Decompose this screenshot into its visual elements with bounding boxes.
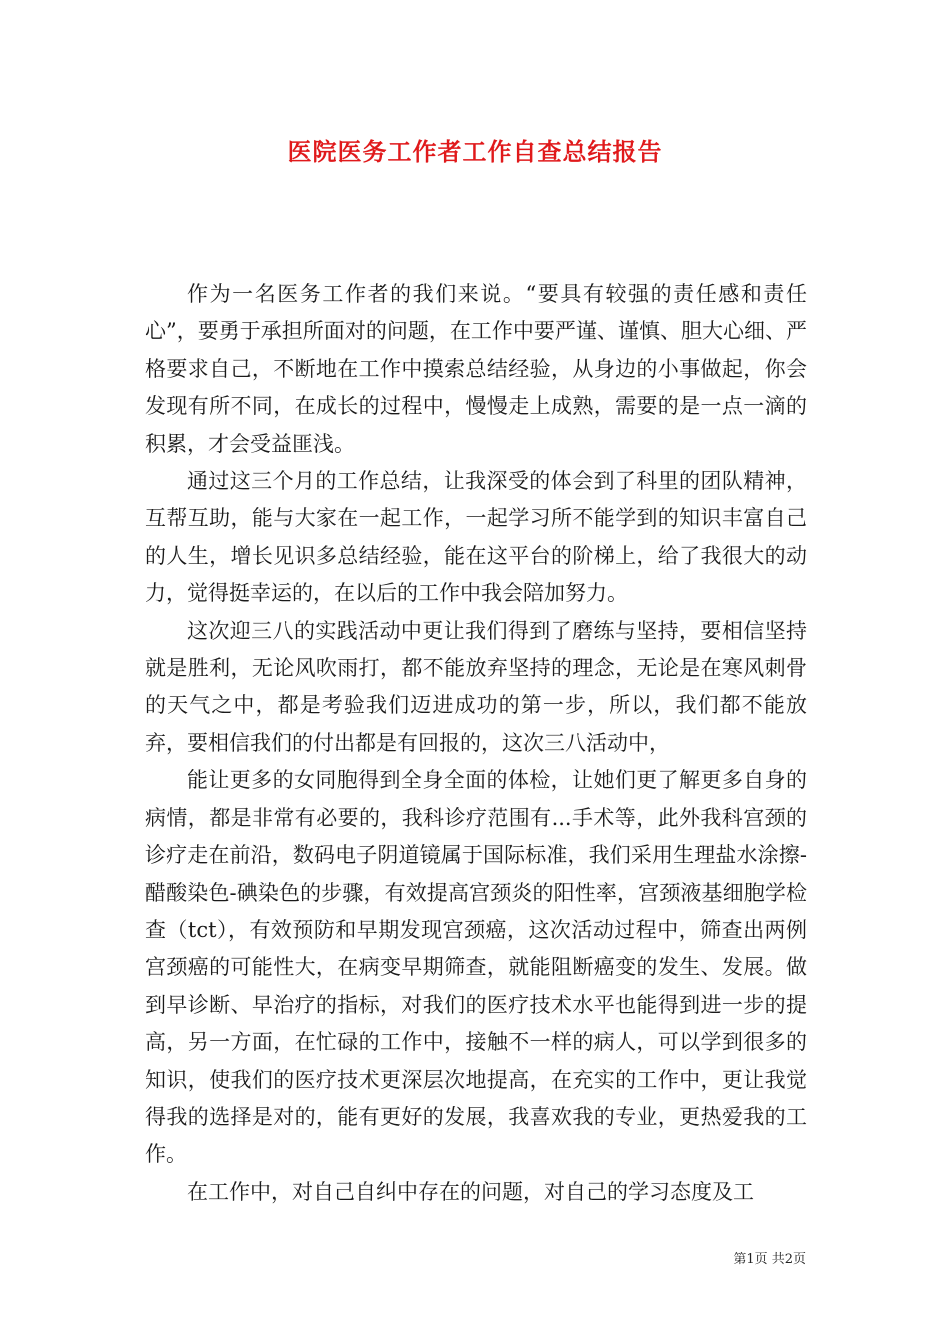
paragraph-2: 通过这三个月的工作总结，让我深受的体会到了科里的团队精神，互帮互助，能与大家在一起工作，一起学习所不能学到的知识丰富自己的人生，增长见识多总结经验，能在这平台的阶梯上，给了我很大的动力，觉得挺幸运的，在以后的工作中我会陪加努力。 [145, 469, 807, 606]
page-number-footer: 第1页 共2页 [733, 1252, 806, 1267]
document-title: 医院医务工作者工作自查总结报告 [287, 137, 663, 166]
paragraph-5: 在工作中，对自己自纠中存在的问题，对自己的学习态度及工 [187, 1179, 754, 1204]
document-body [145, 276, 807, 1211]
paragraph-3: 这次迎三八的实践活动中更让我们得到了磨练与坚持，要相信坚持就是胜利，无论风吹雨打，都不能放弃坚持的理念，无论是在寒风刺骨的天气之中，都是考验我们迈进成功的第一步，所以，我们都不能放弃，要相信我们的付出都是有回报的，这次三八活动中， [145, 618, 807, 755]
paragraph-1: 作为一名医务工作者的我们来说。“要具有较强的责任感和责任心”，要勇于承担所面对的问题，在工作中要严谨、谨慎、胆大心细、严格要求自己，不断地在工作中摸索总结经验，从身边的小事做起，你会发现有所不同，在成长的过程中，慢慢走上成熟，需要的是一点一滴的积累，才会受益匪浅。 [145, 282, 807, 456]
paragraph-4: 能让更多的女同胞得到全身全面的体检，让她们更了解更多自身的病情，都是非常有必要的，我科诊疗范围有...手术等，此外我科宫颈的诊疗走在前沿，数码电子阴道镜属于国际标准，我们采用生理盐水涂擦-醋酸染色-碘染色的步骤，有效提高宫颈炎的阳性率，宫颈液基细胞学检查（tct），有效预防和早期发现宫颈癌，这次活动过程中，筛查出两例宫颈癌的可能性大，在病变早期筛查，就能阻断癌变的发生、发展。做到早诊断、早治疗的指标，对我们的医疗技术水平也能得到进一步的提高，另一方面，在忙碌的工作中，接触不一样的病人，可以学到很多的知识，使我们的医疗技术更深层次地提高，在充实的工作中，更让我觉得我的选择是对的，能有更好的发展，我喜欢我的专业，更热爱我的工作。 [145, 768, 807, 1167]
